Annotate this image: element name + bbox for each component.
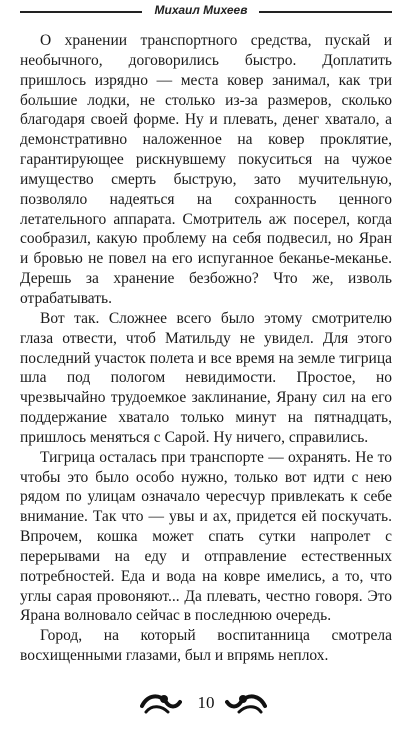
page-number: 10 — [197, 693, 215, 712]
paragraph: О хранении транспортного средства, пускай и необычного, договорились быстро. Доплатить пришлось изрядно — места ковер занимал, как три большие лодки, не столько из-за размеров, сколько благодаря своей форме. Ну и плевать, денег хватало, а демонстративно наложенное на ковер проклятие, гарантирующее рискнувшему покуситься на чужое имущество смерть быструю, зато мучительную, позволяло надеяться на сохранность ценного летательного аппарата. Смотритель аж посерел, когда сообразил, какую проблему на себя подвесил, но Яран и бровью не повел на его испуганное беканье-меканье. Дерешь за хранение безбожно? Что же, изволь отрабатывать. — [20, 32, 392, 307]
ornament-left-icon — [140, 690, 182, 716]
header-rule-right — [259, 11, 392, 13]
header-rule-left — [20, 11, 142, 13]
author-name: Михаил Михеев — [154, 3, 248, 17]
paragraph: Тигрица осталась при транспорте — охранять. Не то чтобы это было особо нужно, только вот идти с нею рядом по улицам означало чересчур привлекать к себе внимание. Так что — увы и ах, придется ей поскучать. Впрочем, кошка может спать сутки напролет с перерывами на еду и отправление естественных потребностей. Еда и вода на ковре имелись, а то, что углы сарая провоняют... Да плевать, честно говоря. Это Ярана волновало сейчас в последнюю очередь. — [20, 448, 392, 625]
paragraph: Город, на который воспитанница смотрела восхищенными глазами, был и впрямь неплох. — [20, 627, 392, 665]
paragraph: Вот так. Сложнее всего было этому смотрителю глаза отвести, чтоб Матильду не увидел. Для этого последний участок полета и все время на земле тигрица шла под пологом невидимости. Простое, но чрезвычайно трудоемкое заклинание, Ярану сил на его поддержание хватало только минут на пятнадцать, пришлось меняться с Сарой. Ну ничего, справились. — [20, 309, 392, 446]
running-header — [0, 0, 411, 26]
ornament-right-icon — [225, 690, 267, 716]
page-footer — [0, 688, 411, 720]
body-text — [20, 31, 392, 666]
